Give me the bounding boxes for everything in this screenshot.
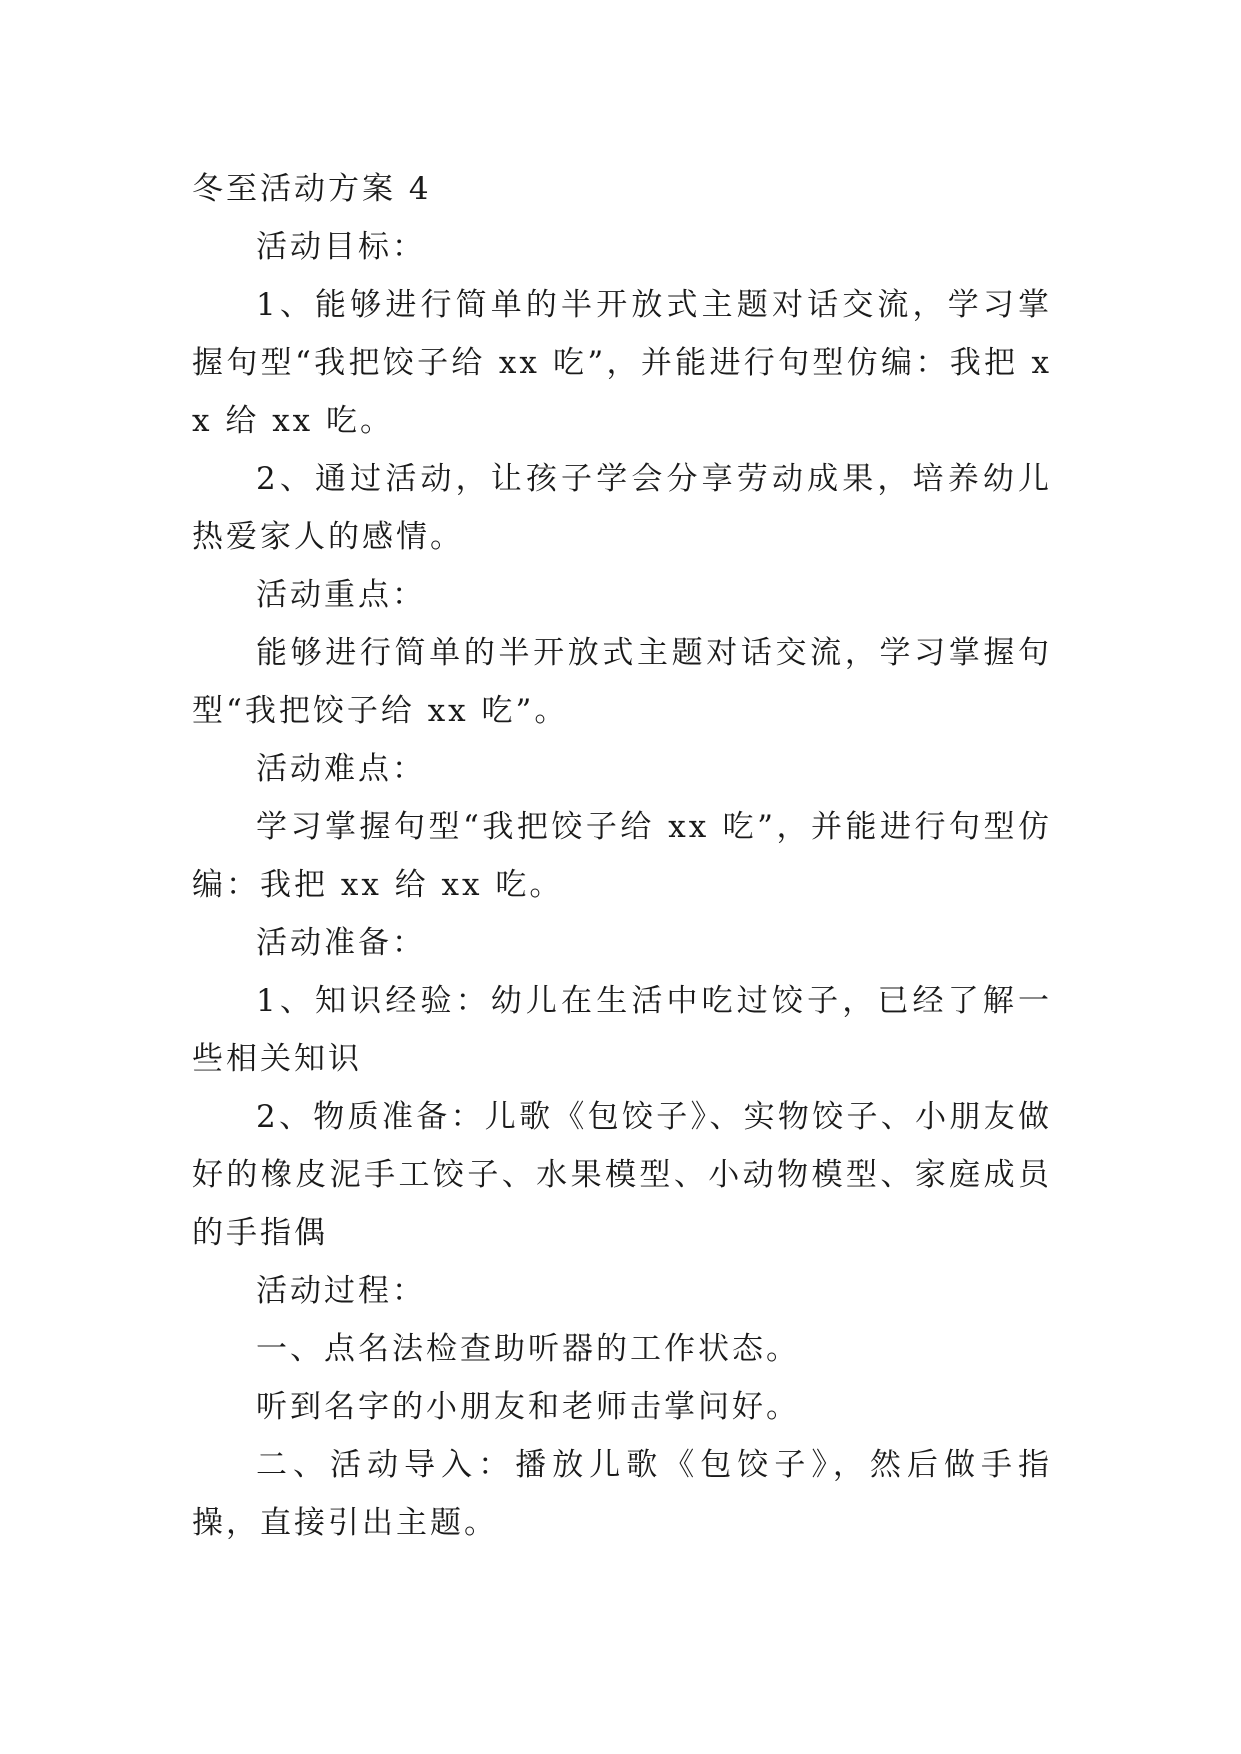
key-points-text: 能够进行简单的半开放式主题对话交流，学习掌握句型“我把饺子给 xx 吃”。: [192, 635, 1052, 729]
process-step-1-detail: 听到名字的小朋友和老师击掌问好。: [256, 1389, 800, 1425]
goal-item-2: 2、通过活动，让孩子学会分享劳动成果，培养幼儿热爱家人的感情。: [192, 461, 1052, 555]
difficulties-text: 学习掌握句型“我把饺子给 xx 吃”，并能进行句型仿编：我把 xx 给 xx 吃。: [192, 809, 1052, 903]
section-heading-process: 活动过程：: [256, 1273, 426, 1309]
section-heading-difficulties: 活动难点：: [256, 751, 426, 787]
preparation-item-1: 1、知识经验：幼儿在生活中吃过饺子，已经了解一些相关知识: [192, 983, 1052, 1077]
section-heading-preparation: 活动准备：: [256, 925, 426, 961]
document-body: [192, 160, 1052, 1552]
document-title: 冬至活动方案 4: [192, 171, 432, 207]
section-heading-goals: 活动目标：: [256, 229, 426, 265]
preparation-item-2: 2、物质准备：儿歌《包饺子》、实物饺子、小朋友做好的橡皮泥手工饺子、水果模型、小动物模型、家庭成员的手指偶: [192, 1099, 1052, 1251]
section-heading-key-points: 活动重点：: [256, 577, 426, 613]
process-step-1: 一、点名法检查助听器的工作状态。: [256, 1331, 800, 1367]
process-step-2: 二、活动导入：播放儿歌《包饺子》，然后做手指操，直接引出主题。: [192, 1447, 1052, 1541]
goal-item-1: 1、能够进行简单的半开放式主题对话交流，学习掌握句型“我把饺子给 xx 吃”，并能进行句型仿编：我把 xx 给 xx 吃。: [192, 287, 1052, 439]
